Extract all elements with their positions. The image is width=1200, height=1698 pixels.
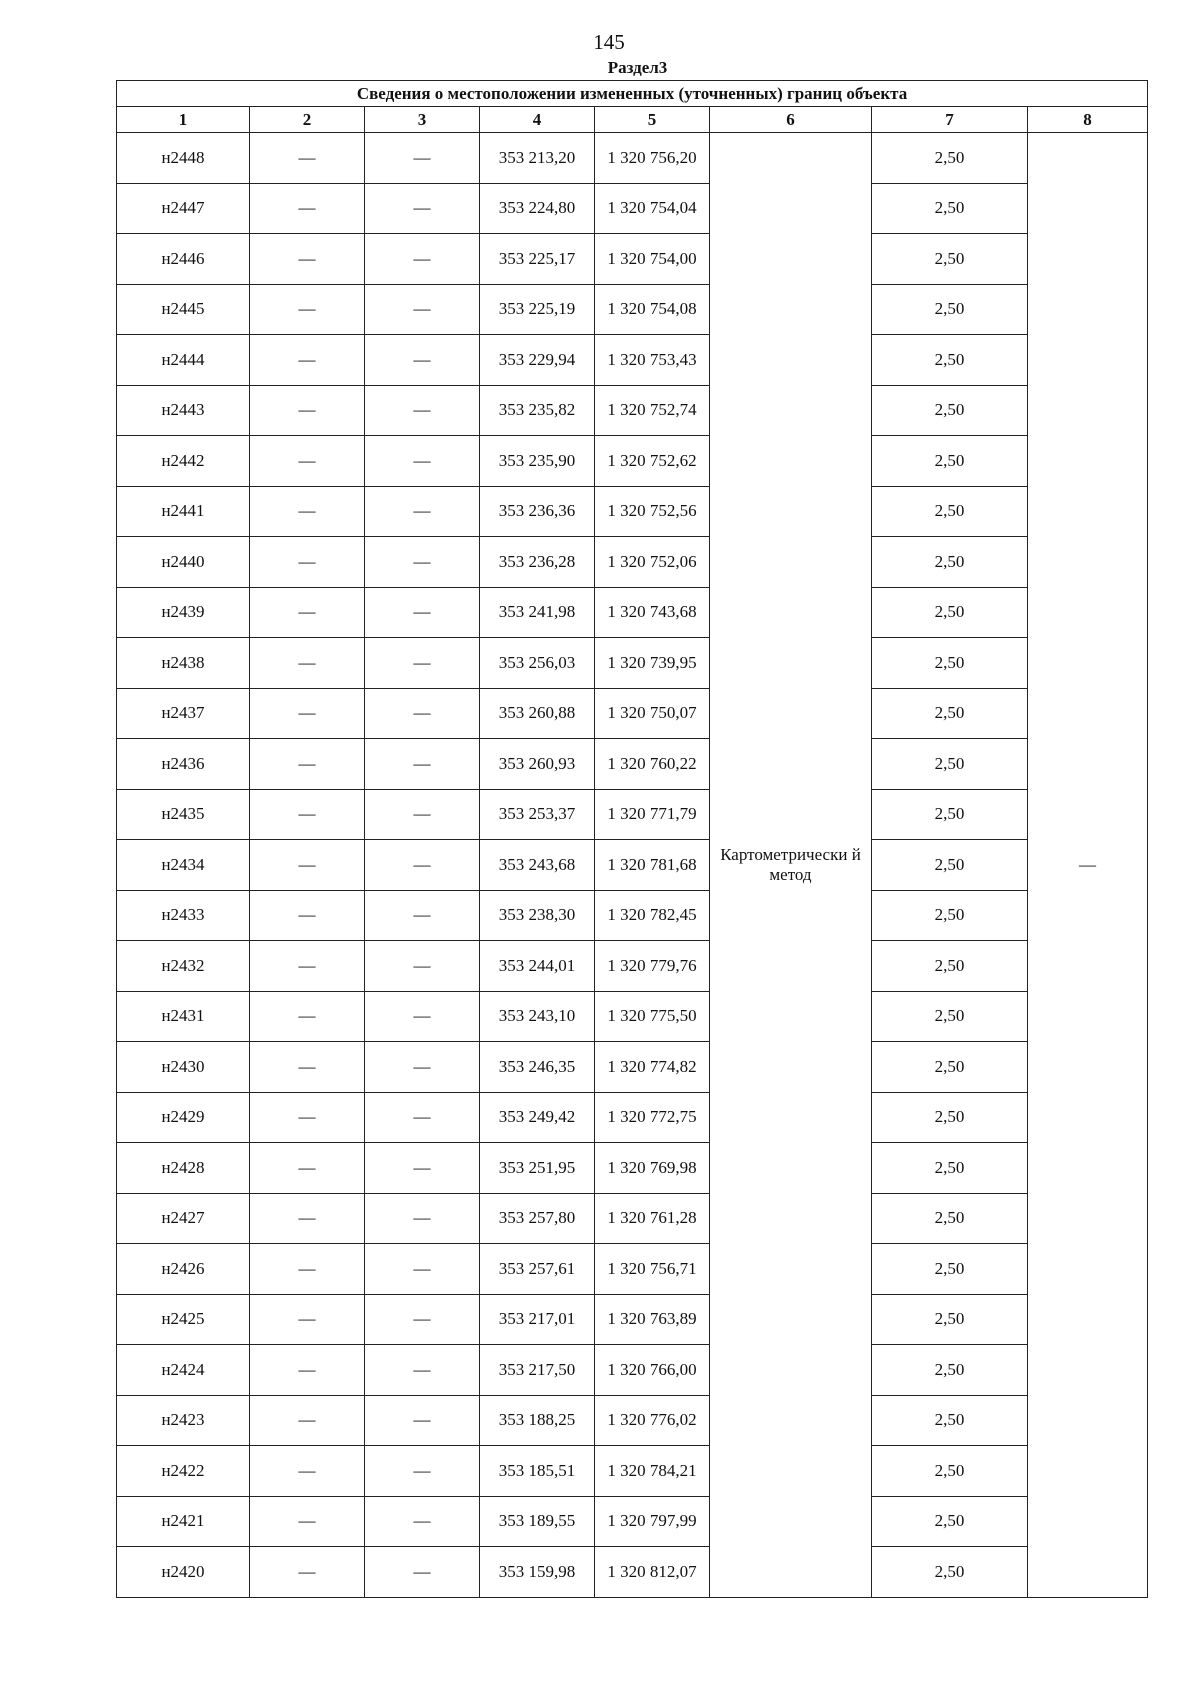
table-row	[117, 688, 1148, 739]
table-row	[117, 335, 1148, 386]
column-3-cell: —	[365, 789, 480, 840]
accuracy-cell: 2,50	[872, 486, 1028, 537]
y-coordinate-cell: 1 320 752,74	[595, 385, 710, 436]
y-coordinate-cell: 1 320 756,20	[595, 133, 710, 184]
table-row	[117, 486, 1148, 537]
column-3-cell: —	[365, 1193, 480, 1244]
y-coordinate-cell: 1 320 772,75	[595, 1092, 710, 1143]
column-number-3: 3	[365, 107, 480, 133]
section-title: Раздел3	[607, 58, 668, 77]
table-row	[117, 234, 1148, 285]
column-3-cell: —	[365, 1345, 480, 1396]
column-2-cell: —	[250, 890, 365, 941]
table-row	[117, 941, 1148, 992]
column-2-cell: —	[250, 991, 365, 1042]
y-coordinate-cell: 1 320 769,98	[595, 1143, 710, 1194]
accuracy-cell: 2,50	[872, 638, 1028, 689]
accuracy-cell: 2,50	[872, 1193, 1028, 1244]
table-row	[117, 1143, 1148, 1194]
column-3-cell: —	[365, 1496, 480, 1547]
table-row	[117, 1042, 1148, 1093]
point-id-cell: н2439	[117, 587, 250, 638]
table-row	[117, 890, 1148, 941]
table-row	[117, 1446, 1148, 1497]
table-row	[117, 385, 1148, 436]
x-coordinate-cell: 353 257,80	[480, 1193, 595, 1244]
column-number-1: 1	[117, 107, 250, 133]
table-row	[117, 638, 1148, 689]
y-coordinate-cell: 1 320 752,62	[595, 436, 710, 487]
column-2-cell: —	[250, 1042, 365, 1093]
accuracy-cell: 2,50	[872, 385, 1028, 436]
table-row	[117, 991, 1148, 1042]
point-id-cell: н2442	[117, 436, 250, 487]
table-row	[117, 1244, 1148, 1295]
accuracy-cell: 2,50	[872, 890, 1028, 941]
x-coordinate-cell: 353 249,42	[480, 1092, 595, 1143]
point-id-cell: н2437	[117, 688, 250, 739]
accuracy-cell: 2,50	[872, 537, 1028, 588]
boundary-coordinates-table	[116, 80, 1148, 1598]
x-coordinate-cell: 353 235,82	[480, 385, 595, 436]
y-coordinate-cell: 1 320 766,00	[595, 1345, 710, 1396]
point-id-cell: н2428	[117, 1143, 250, 1194]
column-3-cell: —	[365, 335, 480, 386]
point-id-cell: н2425	[117, 1294, 250, 1345]
column-2-cell: —	[250, 587, 365, 638]
point-id-cell: н2435	[117, 789, 250, 840]
x-coordinate-cell: 353 235,90	[480, 436, 595, 487]
column-3-cell: —	[365, 133, 480, 184]
y-coordinate-cell: 1 320 739,95	[595, 638, 710, 689]
column-2-cell: —	[250, 941, 365, 992]
column-2-cell: —	[250, 1143, 365, 1194]
column-3-cell: —	[365, 688, 480, 739]
table-row	[117, 1092, 1148, 1143]
table-row	[117, 1547, 1148, 1598]
point-id-cell: н2446	[117, 234, 250, 285]
point-id-cell: н2430	[117, 1042, 250, 1093]
x-coordinate-cell: 353 251,95	[480, 1143, 595, 1194]
table-body	[117, 133, 1148, 1598]
column-2-cell: —	[250, 234, 365, 285]
accuracy-cell: 2,50	[872, 789, 1028, 840]
column-3-cell: —	[365, 1092, 480, 1143]
column-2-cell: —	[250, 1547, 365, 1598]
point-id-cell: н2447	[117, 183, 250, 234]
column-2-cell: —	[250, 1244, 365, 1295]
page-number: 145	[593, 30, 625, 54]
y-coordinate-cell: 1 320 781,68	[595, 840, 710, 891]
accuracy-cell: 2,50	[872, 284, 1028, 335]
y-coordinate-cell: 1 320 763,89	[595, 1294, 710, 1345]
table-row	[117, 1294, 1148, 1345]
column-number-row	[117, 107, 1148, 133]
x-coordinate-cell: 353 253,37	[480, 789, 595, 840]
y-coordinate-cell: 1 320 784,21	[595, 1446, 710, 1497]
accuracy-cell: 2,50	[872, 941, 1028, 992]
x-coordinate-cell: 353 243,68	[480, 840, 595, 891]
accuracy-cell: 2,50	[872, 1244, 1028, 1295]
y-coordinate-cell: 1 320 779,76	[595, 941, 710, 992]
accuracy-cell: 2,50	[872, 587, 1028, 638]
column-3-cell: —	[365, 537, 480, 588]
column-2-cell: —	[250, 1294, 365, 1345]
table-caption: Сведения о местоположении измененных (уточненных) границ объекта	[117, 81, 1148, 107]
y-coordinate-cell: 1 320 753,43	[595, 335, 710, 386]
accuracy-cell: 2,50	[872, 436, 1028, 487]
column-number-7: 7	[872, 107, 1028, 133]
column-3-cell: —	[365, 385, 480, 436]
column-2-cell: —	[250, 486, 365, 537]
column-2-cell: —	[250, 789, 365, 840]
point-id-cell: н2424	[117, 1345, 250, 1396]
accuracy-cell: 2,50	[872, 1496, 1028, 1547]
point-id-cell: н2421	[117, 1496, 250, 1547]
point-id-cell: н2427	[117, 1193, 250, 1244]
column-2-cell: —	[250, 1193, 365, 1244]
y-coordinate-cell: 1 320 752,56	[595, 486, 710, 537]
point-id-cell: н2422	[117, 1446, 250, 1497]
column-3-cell: —	[365, 1446, 480, 1497]
column-3-cell: —	[365, 1244, 480, 1295]
x-coordinate-cell: 353 229,94	[480, 335, 595, 386]
accuracy-cell: 2,50	[872, 739, 1028, 790]
accuracy-cell: 2,50	[872, 1345, 1028, 1396]
table-row	[117, 284, 1148, 335]
accuracy-cell: 2,50	[872, 1042, 1028, 1093]
column-3-cell: —	[365, 436, 480, 487]
x-coordinate-cell: 353 217,01	[480, 1294, 595, 1345]
table-row	[117, 587, 1148, 638]
table-row	[117, 1345, 1148, 1396]
column-number-2: 2	[250, 107, 365, 133]
table-row	[117, 436, 1148, 487]
column-2-cell: —	[250, 284, 365, 335]
column-3-cell: —	[365, 1294, 480, 1345]
column-2-cell: —	[250, 537, 365, 588]
column-3-cell: —	[365, 890, 480, 941]
accuracy-cell: 2,50	[872, 1092, 1028, 1143]
x-coordinate-cell: 353 257,61	[480, 1244, 595, 1295]
accuracy-cell: 2,50	[872, 840, 1028, 891]
y-coordinate-cell: 1 320 797,99	[595, 1496, 710, 1547]
point-id-cell: н2445	[117, 284, 250, 335]
method-cell: Картометрически й метод	[710, 133, 872, 1598]
column-2-cell: —	[250, 133, 365, 184]
accuracy-cell: 2,50	[872, 1446, 1028, 1497]
x-coordinate-cell: 353 246,35	[480, 1042, 595, 1093]
point-id-cell: н2436	[117, 739, 250, 790]
column-2-cell: —	[250, 688, 365, 739]
accuracy-cell: 2,50	[872, 991, 1028, 1042]
x-coordinate-cell: 353 225,19	[480, 284, 595, 335]
accuracy-cell: 2,50	[872, 133, 1028, 184]
column-3-cell: —	[365, 1143, 480, 1194]
y-coordinate-cell: 1 320 743,68	[595, 587, 710, 638]
x-coordinate-cell: 353 256,03	[480, 638, 595, 689]
column-3-cell: —	[365, 840, 480, 891]
column-3-cell: —	[365, 486, 480, 537]
point-id-cell: н2441	[117, 486, 250, 537]
y-coordinate-cell: 1 320 782,45	[595, 890, 710, 941]
column-3-cell: —	[365, 1042, 480, 1093]
column-3-cell: —	[365, 1395, 480, 1446]
x-coordinate-cell: 353 185,51	[480, 1446, 595, 1497]
point-id-cell: н2434	[117, 840, 250, 891]
y-coordinate-cell: 1 320 812,07	[595, 1547, 710, 1598]
column-8-cell: —	[1028, 133, 1148, 1598]
point-id-cell: н2444	[117, 335, 250, 386]
x-coordinate-cell: 353 241,98	[480, 587, 595, 638]
x-coordinate-cell: 353 236,36	[480, 486, 595, 537]
column-number-6: 6	[710, 107, 872, 133]
column-2-cell: —	[250, 1092, 365, 1143]
x-coordinate-cell: 353 244,01	[480, 941, 595, 992]
y-coordinate-cell: 1 320 752,06	[595, 537, 710, 588]
accuracy-cell: 2,50	[872, 1143, 1028, 1194]
x-coordinate-cell: 353 213,20	[480, 133, 595, 184]
column-number-4: 4	[480, 107, 595, 133]
column-3-cell: —	[365, 941, 480, 992]
column-3-cell: —	[365, 284, 480, 335]
x-coordinate-cell: 353 236,28	[480, 537, 595, 588]
accuracy-cell: 2,50	[872, 688, 1028, 739]
accuracy-cell: 2,50	[872, 1395, 1028, 1446]
column-2-cell: —	[250, 1345, 365, 1396]
column-3-cell: —	[365, 234, 480, 285]
table-row	[117, 1395, 1148, 1446]
y-coordinate-cell: 1 320 756,71	[595, 1244, 710, 1295]
table-row	[117, 183, 1148, 234]
point-id-cell: н2423	[117, 1395, 250, 1446]
point-id-cell: н2438	[117, 638, 250, 689]
column-3-cell: —	[365, 587, 480, 638]
table-row	[117, 133, 1148, 184]
column-2-cell: —	[250, 183, 365, 234]
y-coordinate-cell: 1 320 754,04	[595, 183, 710, 234]
table-row	[117, 537, 1148, 588]
x-coordinate-cell: 353 224,80	[480, 183, 595, 234]
column-3-cell: —	[365, 739, 480, 790]
column-2-cell: —	[250, 335, 365, 386]
column-2-cell: —	[250, 840, 365, 891]
column-3-cell: —	[365, 1547, 480, 1598]
column-2-cell: —	[250, 739, 365, 790]
y-coordinate-cell: 1 320 774,82	[595, 1042, 710, 1093]
point-id-cell: н2440	[117, 537, 250, 588]
table-row	[117, 789, 1148, 840]
point-id-cell: н2431	[117, 991, 250, 1042]
column-3-cell: —	[365, 991, 480, 1042]
y-coordinate-cell: 1 320 754,08	[595, 284, 710, 335]
column-2-cell: —	[250, 1496, 365, 1547]
x-coordinate-cell: 353 189,55	[480, 1496, 595, 1547]
column-3-cell: —	[365, 638, 480, 689]
column-2-cell: —	[250, 1446, 365, 1497]
column-number-5: 5	[595, 107, 710, 133]
point-id-cell: н2426	[117, 1244, 250, 1295]
x-coordinate-cell: 353 243,10	[480, 991, 595, 1042]
x-coordinate-cell: 353 217,50	[480, 1345, 595, 1396]
point-id-cell: н2429	[117, 1092, 250, 1143]
y-coordinate-cell: 1 320 761,28	[595, 1193, 710, 1244]
column-2-cell: —	[250, 436, 365, 487]
table-row	[117, 1496, 1148, 1547]
column-number-8: 8	[1028, 107, 1148, 133]
x-coordinate-cell: 353 260,88	[480, 688, 595, 739]
column-2-cell: —	[250, 1395, 365, 1446]
table-row	[117, 739, 1148, 790]
y-coordinate-cell: 1 320 750,07	[595, 688, 710, 739]
column-2-cell: —	[250, 638, 365, 689]
point-id-cell: н2420	[117, 1547, 250, 1598]
point-id-cell: н2432	[117, 941, 250, 992]
accuracy-cell: 2,50	[872, 234, 1028, 285]
accuracy-cell: 2,50	[872, 183, 1028, 234]
x-coordinate-cell: 353 159,98	[480, 1547, 595, 1598]
y-coordinate-cell: 1 320 754,00	[595, 234, 710, 285]
accuracy-cell: 2,50	[872, 1547, 1028, 1598]
x-coordinate-cell: 353 260,93	[480, 739, 595, 790]
column-3-cell: —	[365, 183, 480, 234]
x-coordinate-cell: 353 188,25	[480, 1395, 595, 1446]
accuracy-cell: 2,50	[872, 335, 1028, 386]
column-2-cell: —	[250, 385, 365, 436]
point-id-cell: н2443	[117, 385, 250, 436]
x-coordinate-cell: 353 225,17	[480, 234, 595, 285]
point-id-cell: н2448	[117, 133, 250, 184]
table-row	[117, 1193, 1148, 1244]
accuracy-cell: 2,50	[872, 1294, 1028, 1345]
y-coordinate-cell: 1 320 776,02	[595, 1395, 710, 1446]
x-coordinate-cell: 353 238,30	[480, 890, 595, 941]
y-coordinate-cell: 1 320 771,79	[595, 789, 710, 840]
y-coordinate-cell: 1 320 760,22	[595, 739, 710, 790]
point-id-cell: н2433	[117, 890, 250, 941]
y-coordinate-cell: 1 320 775,50	[595, 991, 710, 1042]
table-row	[117, 840, 1148, 891]
